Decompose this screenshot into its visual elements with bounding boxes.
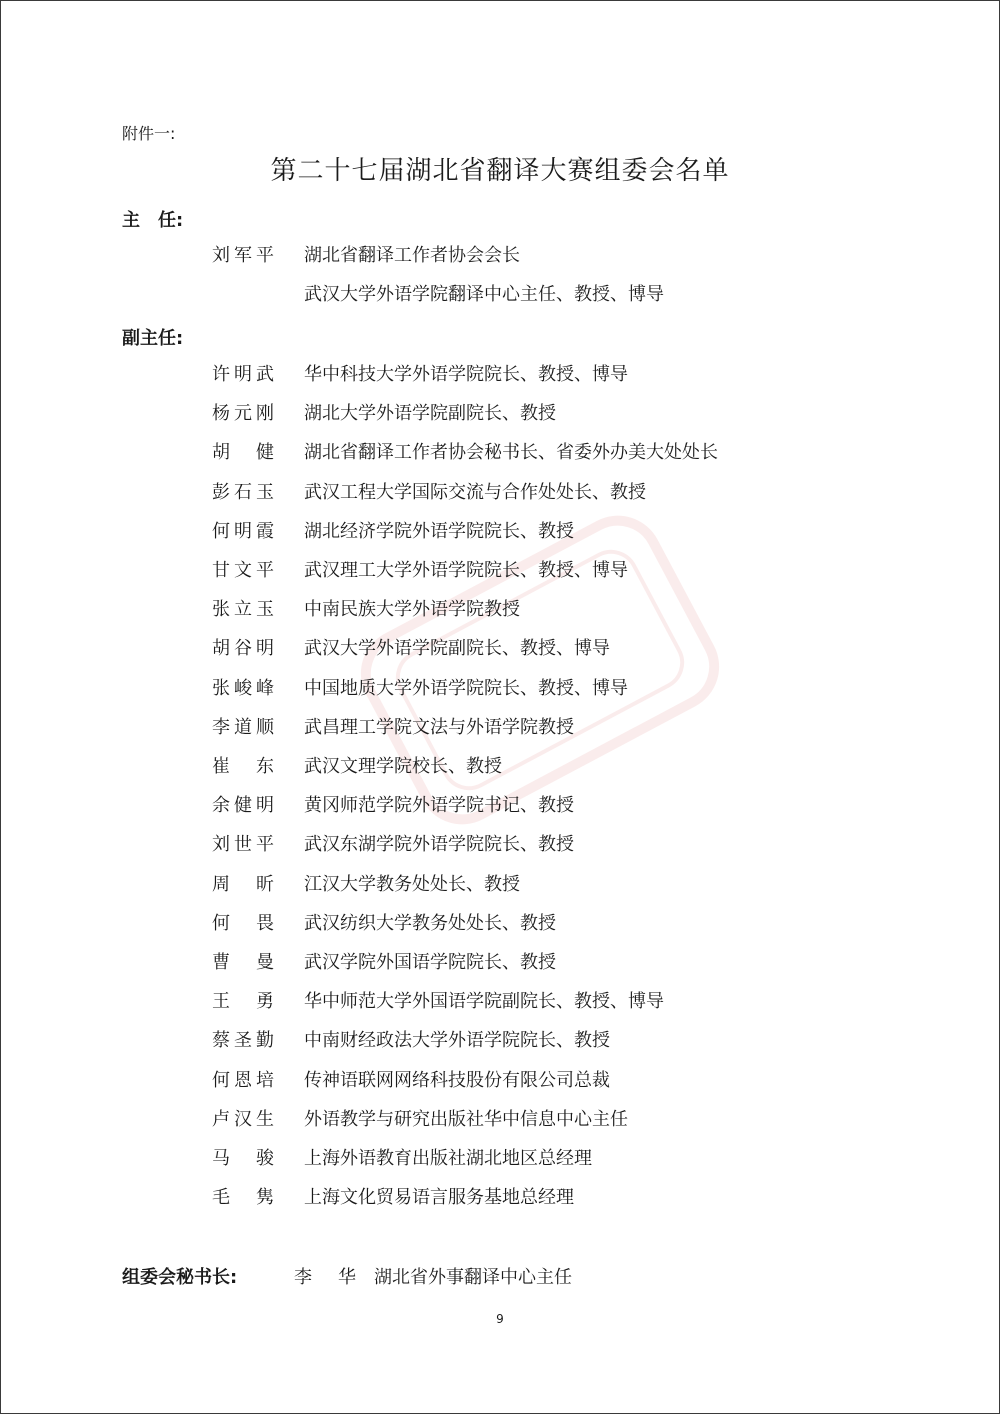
member-row <box>0 1027 1000 1055</box>
member-row <box>0 871 1000 899</box>
member-title: 中南财经政法大学外语学院院长、教授 <box>304 1030 610 1051</box>
member-name: 杨 元 刚 <box>212 403 274 424</box>
member-name: 蔡 圣 勤 <box>212 1030 274 1051</box>
member-row <box>0 792 1000 820</box>
member-title: 传神语联网网络科技股份有限公司总裁 <box>304 1070 610 1091</box>
member-row <box>0 1145 1000 1173</box>
member-name: 周 昕 <box>212 874 274 895</box>
member-title: 中南民族大学外语学院教授 <box>304 599 520 620</box>
member-title: 江汉大学教务处处长、教授 <box>304 874 520 895</box>
member-title: 外语教学与研究出版社华中信息中心主任 <box>304 1109 628 1130</box>
member-row <box>0 949 1000 977</box>
member-name: 张 峻 峰 <box>212 678 274 699</box>
member-row <box>0 1106 1000 1134</box>
page-number: 9 <box>496 1312 504 1326</box>
member-name: 何 明 霞 <box>212 521 274 542</box>
member-name: 刘 世 平 <box>212 834 274 855</box>
member-name: 甘 文 平 <box>212 560 274 581</box>
member-row <box>0 518 1000 546</box>
member-row <box>0 439 1000 467</box>
member-row <box>0 596 1000 624</box>
member-row <box>0 988 1000 1016</box>
member-title: 武汉理工大学外语学院院长、教授、博导 <box>304 560 628 581</box>
secretary-general-title: 湖北省外事翻译中心主任 <box>374 1267 572 1288</box>
member-name: 张 立 玉 <box>212 599 274 620</box>
member-row <box>0 831 1000 859</box>
member-name: 曹 曼 <box>212 952 274 973</box>
member-title: 武汉纺织大学教务处处长、教授 <box>304 913 556 934</box>
member-name: 何 畏 <box>212 913 274 934</box>
director-row <box>0 281 1000 309</box>
member-name: 刘 军 平 <box>212 245 274 266</box>
member-name: 马 骏 <box>212 1148 274 1169</box>
member-title: 上海文化贸易语言服务基地总经理 <box>304 1187 574 1208</box>
member-row <box>0 1067 1000 1095</box>
member-title: 黄冈师范学院外语学院书记、教授 <box>304 795 574 816</box>
member-row <box>0 675 1000 703</box>
member-name: 王 勇 <box>212 991 274 1012</box>
member-name: 胡 谷 明 <box>212 638 274 659</box>
member-row <box>0 635 1000 663</box>
member-name: 卢 汉 生 <box>212 1109 274 1130</box>
member-row <box>0 910 1000 938</box>
member-row <box>0 714 1000 742</box>
member-title: 上海外语教育出版社湖北地区总经理 <box>304 1148 592 1169</box>
member-name: 胡 健 <box>212 442 274 463</box>
secretary-general-name: 李 华 <box>294 1267 356 1288</box>
member-name: 李 道 顺 <box>212 717 274 738</box>
member-name: 彭 石 玉 <box>212 482 274 503</box>
director-row <box>0 242 1000 270</box>
member-name: 崔 东 <box>212 756 274 777</box>
member-row <box>0 557 1000 585</box>
vice-director-section-label: 副主任: <box>122 328 184 349</box>
member-name: 余 健 明 <box>212 795 274 816</box>
member-row <box>0 479 1000 507</box>
member-title: 武汉东湖学院外语学院院长、教授 <box>304 834 574 855</box>
member-row <box>0 400 1000 428</box>
member-title: 湖北省翻译工作者协会秘书长、省委外办美大处处长 <box>304 442 718 463</box>
secretary-general-label: 组委会秘书长: <box>122 1267 238 1288</box>
member-title: 武汉学院外国语学院院长、教授 <box>304 952 556 973</box>
document-title: 第二十七届湖北省翻译大赛组委会名单 <box>270 156 730 186</box>
member-row <box>0 361 1000 389</box>
member-title: 华中科技大学外语学院院长、教授、博导 <box>304 364 628 385</box>
member-title: 华中师范大学外国语学院副院长、教授、博导 <box>304 991 664 1012</box>
director-section-label: 主 任: <box>122 210 184 231</box>
member-title: 武昌理工学院文法与外语学院教授 <box>304 717 574 738</box>
member-name: 许 明 武 <box>212 364 274 385</box>
member-title: 湖北大学外语学院副院长、教授 <box>304 403 556 424</box>
member-title: 武汉大学外语学院翻译中心主任、教授、博导 <box>304 284 664 305</box>
attachment-label: 附件一: <box>122 124 176 143</box>
member-title: 武汉文理学院校长、教授 <box>304 756 502 777</box>
member-row <box>0 753 1000 781</box>
member-title: 武汉工程大学国际交流与合作处处长、教授 <box>304 482 646 503</box>
member-title: 武汉大学外语学院副院长、教授、博导 <box>304 638 610 659</box>
member-title: 中国地质大学外语学院院长、教授、博导 <box>304 678 628 699</box>
member-title: 湖北经济学院外语学院院长、教授 <box>304 521 574 542</box>
member-row <box>0 1184 1000 1212</box>
member-name: 毛 隽 <box>212 1187 274 1208</box>
member-title: 湖北省翻译工作者协会会长 <box>304 245 520 266</box>
member-name: 何 恩 培 <box>212 1070 274 1091</box>
